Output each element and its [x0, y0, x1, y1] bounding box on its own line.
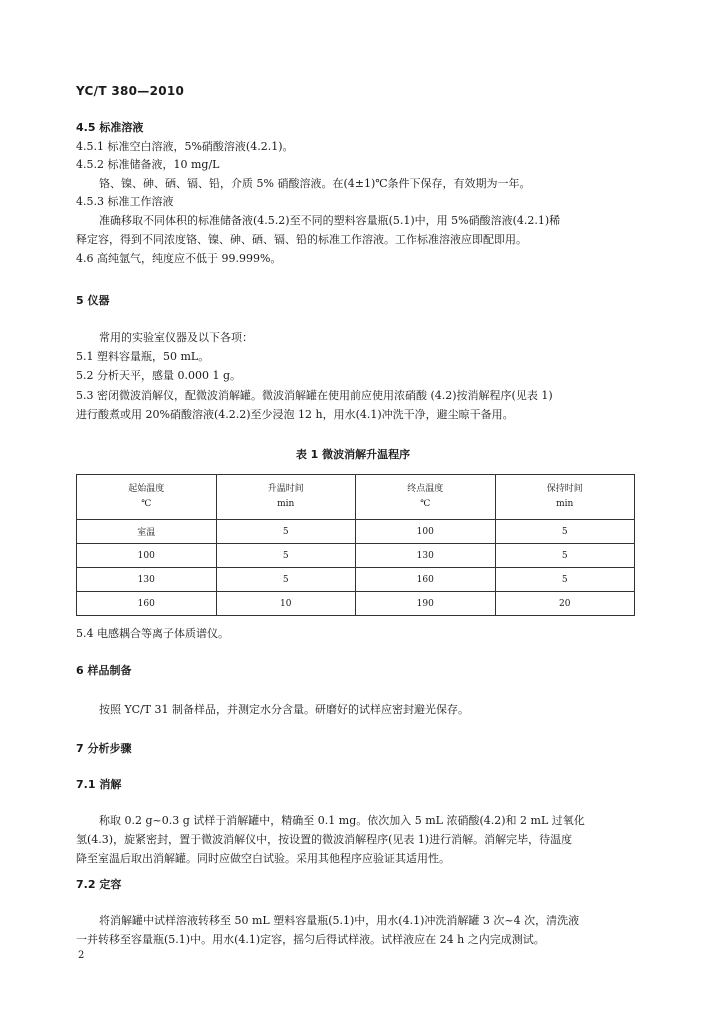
- clause-7-1-line3: 降至室温后取出消解罐。同时应做空白试验。采用其他程序应验证其适用性。: [76, 852, 450, 865]
- clause-4-5-1: 4.5.1 标准空白溶液，5%硝酸溶液(4.2.1)。: [76, 140, 294, 153]
- header-end-temp: 终点温度 ℃: [356, 475, 496, 520]
- table-cell: 5: [216, 568, 356, 592]
- table-cell: 5: [495, 544, 635, 568]
- table-header-row: [77, 475, 635, 520]
- section-7-2-title: 7.2 定容: [76, 878, 122, 891]
- table-cell: 5: [216, 520, 356, 544]
- clause-4-5-3-body-line2: 释定容，得到不同浓度铬、镍、砷、硒、镉、铅的标准工作溶液。工作标准溶液应即配即用。: [76, 233, 527, 246]
- section-6-title: 6 样品制备: [76, 664, 132, 677]
- section-7-title: 7 分析步骤: [76, 742, 132, 755]
- clause-4-5-3-body-line1: 准确移取不同体积的标准储备液(4.5.2)至不同的塑料容量瓶(5.1)中，用 5%硝酸溶液(4.2.1)稀: [99, 214, 561, 227]
- table-row: [77, 592, 635, 616]
- table-row: [77, 520, 635, 544]
- header-ramp-time: 升温时间 min: [216, 475, 356, 520]
- header-start-temp: 起始温度 ℃: [77, 475, 217, 520]
- header-hold-time: 保持时间 min: [495, 475, 635, 520]
- table-cell: 5: [216, 544, 356, 568]
- table-cell: 100: [356, 520, 496, 544]
- table-cell: 5: [495, 520, 635, 544]
- table-row: [77, 568, 635, 592]
- standard-number-header: YC/T 380—2010: [76, 84, 185, 98]
- table-cell: 130: [77, 568, 217, 592]
- table-1: [76, 474, 635, 616]
- table-cell: 室温: [77, 520, 217, 544]
- clause-5-3-line2: 进行酸煮或用 20%硝酸溶液(4.2.2)至少浸泡 12 h，用水(4.1)冲洗干净，避尘晾干备用。: [76, 408, 514, 421]
- table-1-caption: 表 1 微波消解升温程序: [295, 448, 411, 461]
- clause-5-2: 5.2 分析天平，感量 0.000 1 g。: [76, 369, 242, 382]
- clause-5-1: 5.1 塑料容量瓶，50 mL。: [76, 350, 210, 363]
- clause-5-4: 5.4 电感耦合等离子体质谱仪。: [76, 627, 229, 640]
- section-7-1-title: 7.1 消解: [76, 778, 122, 791]
- table-cell: 130: [356, 544, 496, 568]
- table-cell: 160: [77, 592, 217, 616]
- clause-4-5-2-body: 铬、镍、砷、硒、镉、铅，介质 5% 硝酸溶液。在(4±1)℃条件下保存，有效期为一年。: [99, 177, 531, 190]
- clause-5-3-line1: 5.3 密闭微波消解仪，配微波消解罐。微波消解罐在使用前应使用浓硝酸 (4.2)按消解程序(见表 1): [76, 389, 553, 402]
- clause-7-1-line1: 称取 0.2 g~0.3 g 试样于消解罐中，精确至 0.1 mg。依次加入 5 mL 浓硝酸(4.2)和 2 mL 过氧化: [99, 814, 585, 827]
- page-number: 2: [78, 950, 85, 961]
- section-5-title: 5 仪器: [76, 294, 110, 307]
- clause-4-5-2: 4.5.2 标准储备液，10 mg/L: [76, 158, 220, 171]
- table-cell: 190: [356, 592, 496, 616]
- clause-7-2-line1: 将消解罐中试样溶液转移至 50 mL 塑料容量瓶(5.1)中，用水(4.1)冲洗消解罐 3 次~4 次，清洗液: [99, 914, 580, 927]
- table-row: [77, 544, 635, 568]
- table-cell: 10: [216, 592, 356, 616]
- clause-7-2-line2: 一并转移至容量瓶(5.1)中。用水(4.1)定容，摇匀后得试样液。试样液应在 24 h 之内完成测试。: [76, 933, 545, 946]
- table-cell: 20: [495, 592, 635, 616]
- section-5-intro: 常用的实验室仪器及以下各项：: [99, 331, 253, 344]
- section-6-body: 按照 YC/T 31 制备样品，并测定水分含量。研磨好的试样应密封避光保存。: [99, 703, 470, 716]
- clause-4-6: 4.6 高纯氩气，纯度应不低于 99.999%。: [76, 252, 282, 265]
- table-cell: 5: [495, 568, 635, 592]
- clause-4-5-3: 4.5.3 标准工作溶液: [76, 195, 174, 208]
- section-4-5-title: 4.5 标准溶液: [76, 121, 144, 134]
- clause-7-1-line2: 氢(4.3)，旋紧密封，置于微波消解仪中，按设置的微波消解程序(见表 1)进行消解。消解完毕，待温度: [76, 833, 573, 846]
- table-cell: 100: [77, 544, 217, 568]
- table-cell: 160: [356, 568, 496, 592]
